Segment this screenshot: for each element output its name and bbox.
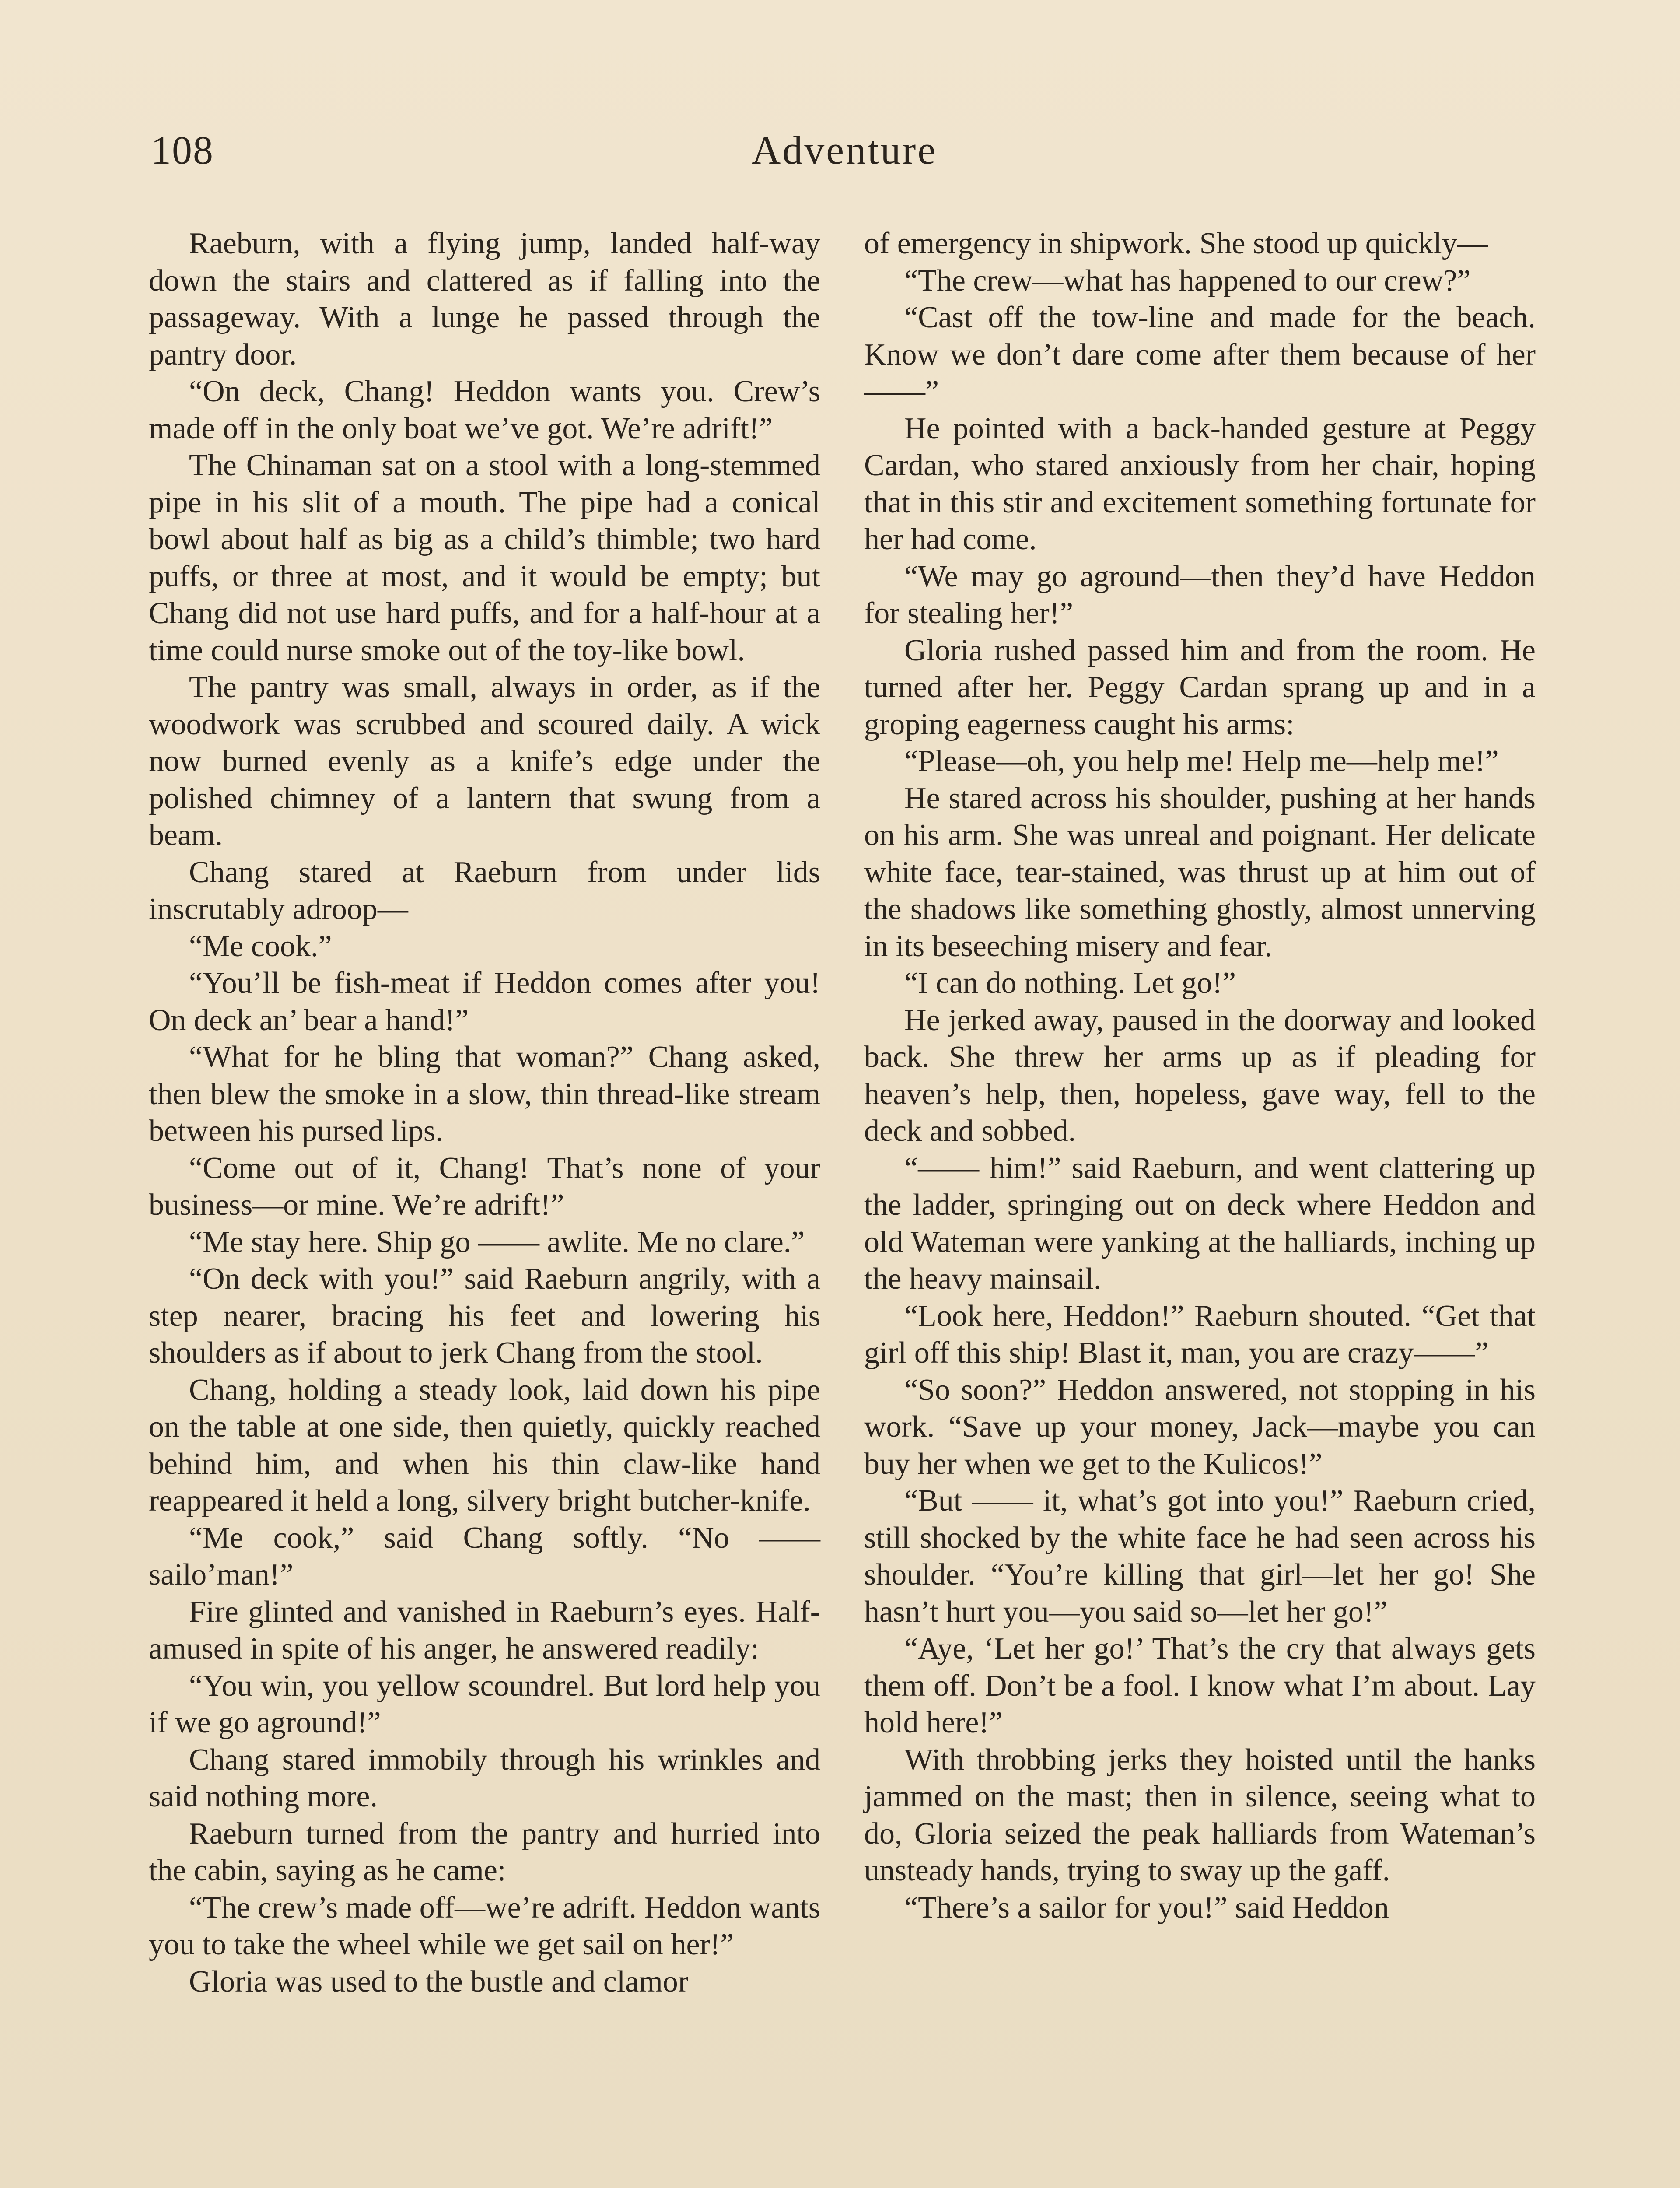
paragraph: Chang stared at Raeburn from under lids inscrutably adroop— bbox=[149, 855, 820, 926]
paragraph: With throbbing jerks they hoisted until the hanks jammed on the mast; then in silence, seeing what to do, Gloria seized the peak halliards from Wateman’s unsteady hands, trying to sway up the gaff. bbox=[864, 1743, 1536, 1887]
paragraph: “—— him!” said Raeburn, and went clattering up the ladder, springing out on deck where Heddon and old Wateman were yanking at the halliards, inching up the heavy mainsail. bbox=[864, 1151, 1536, 1296]
paragraph: “So soon?” Heddon answered, not stopping in his work. “Save up your money, Jack—maybe you can buy her when we get to the Kulicos!” bbox=[864, 1373, 1536, 1481]
paragraph: Fire glinted and vanished in Raeburn’s eyes. Half-amused in spite of his anger, he answered readily: bbox=[149, 1595, 820, 1666]
paragraph: “Me cook.” bbox=[189, 929, 332, 963]
paragraph: Gloria was used to the bustle and clamor bbox=[189, 1964, 689, 1999]
paragraph: “We may go aground—then they’d have Heddon for stealing her!” bbox=[864, 559, 1536, 630]
paragraph: “Me cook,” said Chang softly. “No —— sailo’man!” bbox=[149, 1521, 820, 1592]
paragraph: The pantry was small, always in order, as if the woodwork was scrubbed and scoured daily. A wick now burned evenly as a knife’s edge under the polished chimney of a lantern that swung from a beam. bbox=[149, 670, 820, 852]
paragraph: He stared across his shoulder, pushing at her hands on his arm. She was unreal and poignant. Her delicate white face, tear-stained, was thrust up at him out of the shadows like something ghostly, almost unnerving in its beseeching misery and fear. bbox=[864, 781, 1536, 963]
paragraph: “Cast off the tow-line and made for the beach. Know we don’t dare come after them because of her——” bbox=[864, 301, 1536, 408]
paragraph: “Me stay here. Ship go —— awlite. Me no clare.” bbox=[189, 1225, 805, 1259]
paragraph: “There’s a sailor for you!” said Heddon bbox=[904, 1890, 1389, 1925]
paragraph: “You win, you yellow scoundrel. But lord help you if we go aground!” bbox=[149, 1669, 820, 1739]
paragraph: “Look here, Heddon!” Raeburn shouted. “Get that girl off this ship! Blast it, man, you are crazy——” bbox=[864, 1299, 1536, 1370]
paragraph: “The crew’s made off—we’re adrift. Heddon wants you to take the wheel while we get sail on her!” bbox=[149, 1890, 820, 1961]
paragraph: “Please—oh, you help me! Help me—help me!” bbox=[904, 744, 1499, 778]
paragraph: “Come out of it, Chang! That’s none of your business—or mine. We’re adrift!” bbox=[149, 1151, 820, 1222]
page-number: 108 bbox=[151, 128, 214, 172]
right-column bbox=[864, 225, 1536, 1926]
paragraph: Raeburn, with a flying jump, landed half-way down the stairs and clattered as if falling into the passageway. With a lunge he passed through the pantry door. bbox=[149, 227, 820, 372]
paragraph: Chang stared immobily through his wrinkles and said nothing more. bbox=[149, 1743, 820, 1813]
running-title: Adventure bbox=[751, 128, 938, 172]
paragraph: of emergency in shipwork. She stood up quickly— bbox=[864, 227, 1488, 260]
paragraph: “What for he bling that woman?” Chang asked, then blew the smoke in a slow, thin thread-like stream between his pursed lips. bbox=[149, 1040, 820, 1148]
paragraph: “The crew—what has happened to our crew?” bbox=[904, 263, 1471, 298]
paragraph: Chang, holding a steady look, laid down his pipe on the table at one side, then quietly, quickly reached behind him, and when his thin claw-like hand reappeared it held a long, silvery bright butcher-knife. bbox=[149, 1373, 820, 1518]
paragraph: “Aye, ‘Let her go!’ That’s the cry that always gets them off. Don’t be a fool. I know what I’m about. Lay hold here!” bbox=[864, 1632, 1536, 1739]
paragraph: He jerked away, paused in the doorway and looked back. She threw her arms up as if pleading for heaven’s help, then, hopeless, gave way, fell to the deck and sobbed. bbox=[864, 1003, 1536, 1148]
paragraph: “You’ll be fish-meat if Heddon comes after you! On deck an’ bear a hand!” bbox=[149, 966, 820, 1037]
paragraph: “I can do nothing. Let go!” bbox=[904, 966, 1236, 1000]
paragraph: The Chinaman sat on a stool with a long-stemmed pipe in his slit of a mouth. The pipe had a conical bowl about half as big as a child’s thimble; two hard puffs, or three at most, and it would be empty; but Chang did not use hard puffs, and for a half-hour at a time could nurse smoke out of the toy-like bowl. bbox=[149, 449, 820, 667]
page-header bbox=[151, 127, 1538, 193]
paragraph: “But —— it, what’s got into you!” Raeburn cried, still shocked by the white face he had seen across his shoulder. “You’re killing that girl—let her go! She hasn’t hurt you—you said so—let her go!” bbox=[864, 1484, 1536, 1629]
paragraph: Gloria rushed passed him and from the room. He turned after her. Peggy Cardan sprang up and in a groping eagerness caught his arms: bbox=[864, 633, 1536, 741]
paragraph: “On deck, Chang! Heddon wants you. Crew’s made off in the only boat we’ve got. We’re adrift!” bbox=[149, 375, 820, 445]
left-column bbox=[149, 225, 820, 2000]
paragraph: “On deck with you!” said Raeburn angrily, with a step nearer, bracing his feet and lowering his shoulders as if about to jerk Chang from the stool. bbox=[149, 1262, 820, 1370]
paragraph: Raeburn turned from the pantry and hurried into the cabin, saying as he came: bbox=[149, 1816, 820, 1887]
paragraph: He pointed with a back-handed gesture at Peggy Cardan, who stared anxiously from her chair, hoping that in this stir and excitement something fortunate for her had come. bbox=[864, 411, 1536, 556]
